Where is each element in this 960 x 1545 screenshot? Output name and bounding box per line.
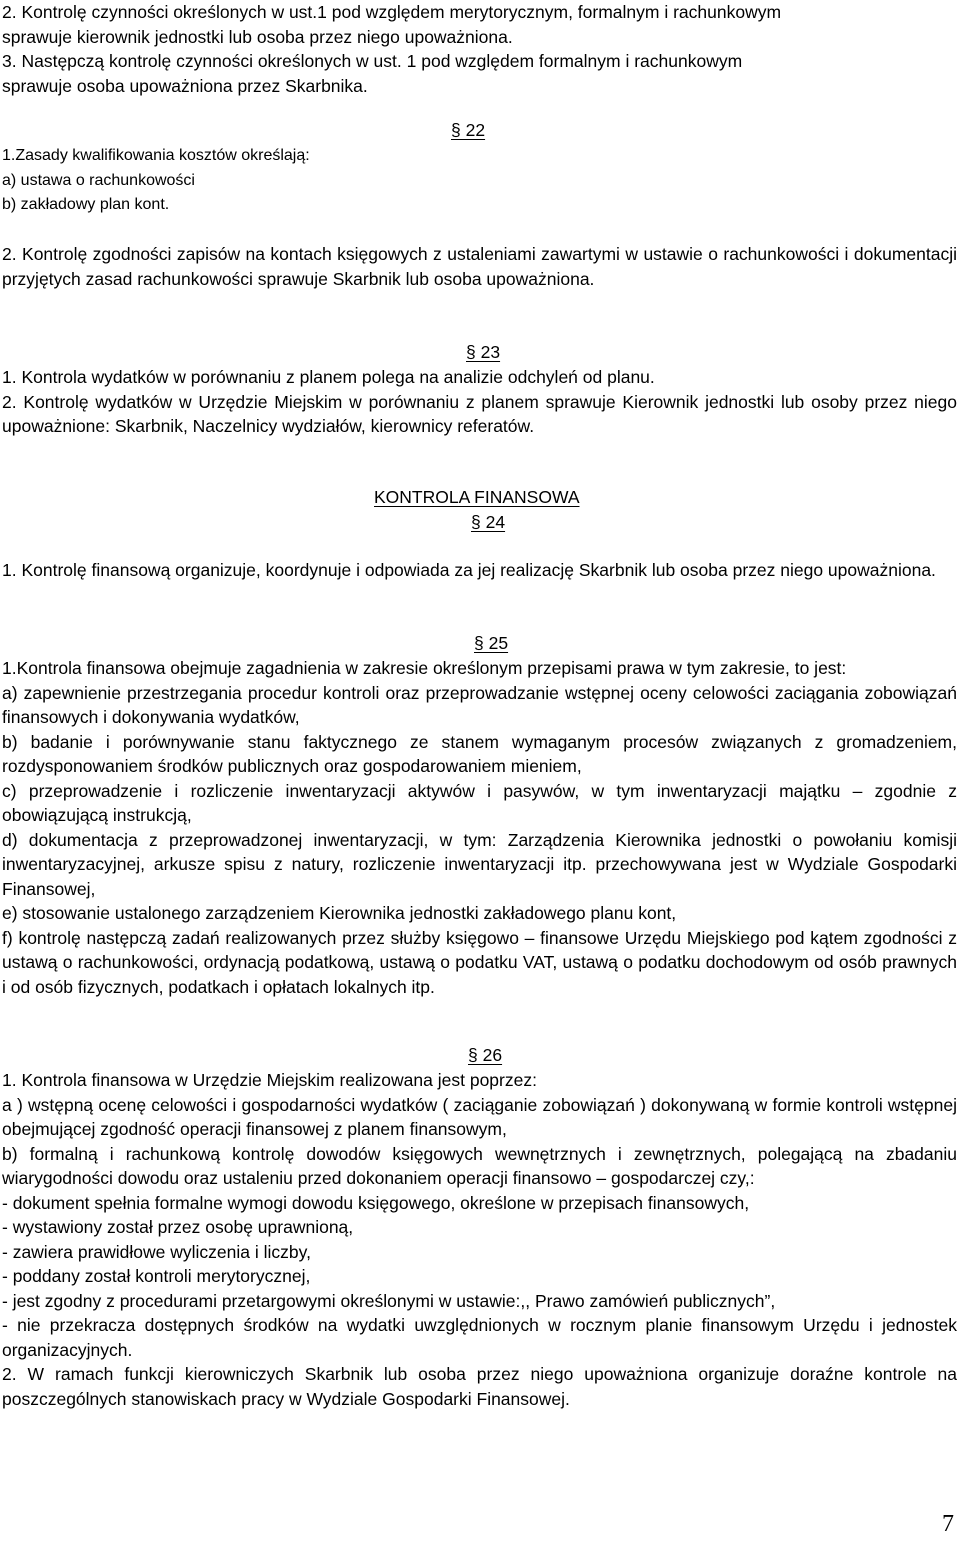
paragraph: 1. Kontrola wydatków w porównaniu z planem polega na analizie odchyleń od planu. bbox=[2, 367, 655, 387]
list-item: b) zakładowy plan kont. bbox=[2, 196, 170, 213]
section-number-23: § 23 bbox=[466, 342, 501, 362]
section-22-list bbox=[2, 144, 310, 218]
paragraph: 1. Kontrolę finansową organizuje, koordynuje i odpowiada za jej realizację Skarbnik lub osoba przez niego upoważniona. bbox=[2, 560, 936, 580]
list-item: a) zapewnienie przestrzegania procedur kontroli oraz przeprowadzanie wstępnej oceny celowości zaciągania zobowiązań finansowych i dokonywania wydatków, bbox=[2, 682, 957, 727]
list-item: - dokument spełnia formalne wymogi dowodu księgowego, określone w przepisach finansowych, bbox=[2, 1192, 750, 1213]
section-number-26: § 26 bbox=[468, 1045, 503, 1065]
list-item: - nie przekracza dostępnych środków na wydatki uwzględnionych w rocznym planie finansowym Urzędu i jednostek organizacyjnych. bbox=[2, 1315, 957, 1360]
paragraph: 2. Kontrolę wydatków w Urzędzie Miejskim w porównaniu z planem sprawuje Kierownik jednostki lub osoby przez niego upoważnione: Skarbnik, Naczelnicy wydziałów, kierownicy referatów. bbox=[2, 391, 957, 436]
section-number-22: § 22 bbox=[451, 120, 486, 140]
section-23-body bbox=[2, 365, 957, 439]
paragraph: 2. Kontrolę zgodności zapisów na kontach księgowych z ustaleniami zawartymi w ustawie o rachunkowości i dokumentacji przyjętych zasad rachunkowości sprawuje Skarbnik lub osoba upoważniona. bbox=[2, 244, 957, 289]
paragraph: 3. Następczą kontrolę czynności określonych w ust. 1 pod względem formalnym i rachunkowym bbox=[2, 51, 743, 71]
section-24-body bbox=[2, 558, 957, 583]
list-item: a) ustawa o rachunkowości bbox=[2, 171, 195, 189]
section-26-body bbox=[2, 1068, 957, 1411]
paragraph: sprawuje osoba upoważniona przez Skarbnika. bbox=[2, 75, 368, 96]
paragraph: 2. Kontrolę czynności określonych w ust.1 pod względem merytorycznym, formalnym i rachunkowym bbox=[2, 2, 782, 22]
list-item: b) formalną i rachunkową kontrolę dowodów księgowych wewnętrznych i zewnętrznych, polegającą na zbadaniu wiarygodności dowodu oraz ustaleniu przed dokonaniem operacji finansowo – gospodarczej czy,: bbox=[2, 1143, 957, 1188]
section-number-24: § 24 bbox=[471, 512, 506, 532]
intro-block bbox=[2, 0, 957, 98]
list-item: - jest zgodny z procedurami przetargowymi określonymi w ustawie:,, Prawo zamówień publicznych”, bbox=[2, 1290, 776, 1311]
section-25-body bbox=[2, 656, 957, 999]
list-item: e) stosowanie ustalonego zarządzeniem Kierownika jednostki zakładowego planu kont, bbox=[2, 903, 677, 923]
list-item: c) przeprowadzenie i rozliczenie inwentaryzacji aktywów i pasywów, w tym inwentaryzacji majątku – zgodnie z obowiązującą instrukcją, bbox=[2, 780, 957, 825]
paragraph: 1. Kontrola finansowa w Urzędzie Miejskim realizowana jest poprzez: bbox=[2, 1070, 537, 1090]
list-item: - zawiera prawidłowe wyliczenia i liczby, bbox=[2, 1241, 311, 1262]
paragraph: 1.Kontrola finansowa obejmuje zagadnienia w zakresie określonym przepisami prawa w tym zakresie, to jest: bbox=[2, 658, 847, 678]
list-item: a ) wstępną ocenę celowości i gospodarności wydatków ( zaciąganie zobowiązań ) dokonywaną w formie kontroli wstępnej obejmującej zgodność operacji finansowej z planem finansowym, bbox=[2, 1094, 957, 1139]
paragraph: 2. W ramach funkcji kierowniczych Skarbnik lub osoba przez niego upoważniona organizuje doraźne kontrole na poszczególnych stanowiskach pracy w Wydziale Gospodarki Finansowej. bbox=[2, 1364, 957, 1409]
section-number-25: § 25 bbox=[474, 633, 509, 653]
list-item: d) dokumentacja z przeprowadzonej inwentaryzacji, w tym: Zarządzenia Kierownika jednostki o powołaniu komisji inwentaryzacyjnej, arkusze spisu z natury, rozliczenie inwentaryzacji itp. przechowywana jest w Wydziale Gospodarki Finansowej, bbox=[2, 829, 957, 899]
list-item: f) kontrolę następczą zadań realizowanych przez służby księgowo – finansowe Urzędu Miejskiego pod kątem zgodności z ustawą o rachunkowości, ordynacją podatkową, ustawą o podatku VAT, ustawą o podatku dochodowym od osób prawnych i od osób fizycznych, podatkach i opłatach lokalnych itp. bbox=[2, 927, 957, 997]
section-22-body bbox=[2, 242, 957, 291]
paragraph: 1.Zasady kwalifikowania kosztów określają: bbox=[2, 147, 310, 164]
page-number: 7 bbox=[942, 1511, 954, 1537]
section-heading: KONTROLA FINANSOWA bbox=[374, 487, 580, 507]
list-item: b) badanie i porównywanie stanu faktycznego ze stanem wymaganym procesów związanych z gromadzeniem, rozdysponowaniem środków publicznych oraz gospodarowaniem mieniem, bbox=[2, 731, 957, 776]
list-item: - poddany został kontroli merytorycznej, bbox=[2, 1266, 311, 1286]
list-item: - wystawiony został przez osobę uprawnioną, bbox=[2, 1217, 354, 1237]
paragraph: sprawuje kierownik jednostki lub osoba przez niego upoważniona. bbox=[2, 26, 513, 47]
